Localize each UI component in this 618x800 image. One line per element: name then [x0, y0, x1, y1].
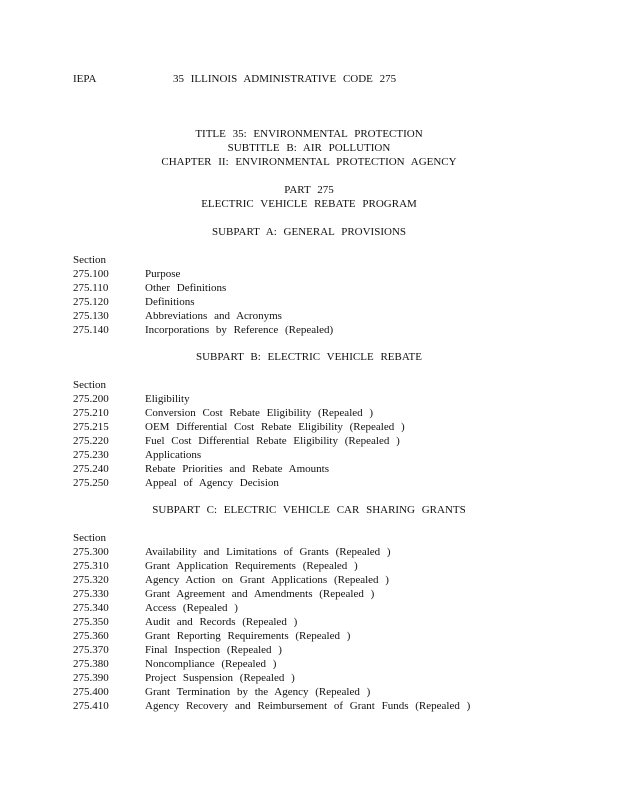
section-title: Other Definitions [145, 282, 227, 294]
chapter-line: CHAPTER II: ENVIRONMENTAL PROTECTION AGENCY [161, 156, 457, 168]
section-number: 275.340 [73, 602, 109, 614]
section-number: 275.320 [73, 574, 109, 586]
section-title: Fuel Cost Differential Rebate Eligibility (Repealed ) [145, 435, 400, 447]
section-number: 275.380 [73, 658, 109, 670]
section-title: OEM Differential Cost Rebate Eligibility (Repealed ) [145, 421, 405, 433]
section-number: 275.100 [73, 268, 109, 280]
part-name-line: ELECTRIC VEHICLE REBATE PROGRAM [201, 198, 417, 210]
section-number: 275.230 [73, 449, 109, 461]
section-number: 275.310 [73, 560, 109, 572]
section-title: Definitions [145, 296, 195, 308]
section-title: Agency Action on Grant Applications (Repealed ) [145, 574, 389, 586]
section-title: Purpose [145, 268, 181, 280]
section-title: Access (Repealed ) [145, 602, 238, 614]
section-title: Grant Reporting Requirements (Repealed ) [145, 630, 351, 642]
section-title: Grant Termination by the Agency (Repealed ) [145, 686, 371, 698]
section-number: 275.350 [73, 616, 109, 628]
section-number: 275.390 [73, 672, 109, 684]
section-title: Agency Recovery and Reimbursement of Grant Funds (Repealed ) [145, 700, 471, 712]
section-number: 275.250 [73, 477, 109, 489]
section-title: Final Inspection (Repealed ) [145, 644, 282, 656]
subpart-c-section-label: Section [73, 532, 106, 544]
subpart-b-heading: SUBPART B: ELECTRIC VEHICLE REBATE [196, 351, 422, 363]
subtitle-line: SUBTITLE B: AIR POLLUTION [227, 142, 391, 154]
subpart-b-section-label: Section [73, 379, 106, 391]
section-number: 275.360 [73, 630, 109, 642]
section-title: Audit and Records (Repealed ) [145, 616, 298, 628]
section-number: 275.130 [73, 310, 109, 322]
section-title: Appeal of Agency Decision [145, 477, 279, 489]
section-title: Incorporations by Reference (Repealed) [145, 324, 334, 336]
section-number: 275.300 [73, 546, 109, 558]
section-number: 275.330 [73, 588, 109, 600]
section-number: 275.370 [73, 644, 109, 656]
section-number: 275.210 [73, 407, 109, 419]
section-title: Grant Application Requirements (Repealed ) [145, 560, 358, 572]
subpart-a-heading: SUBPART A: GENERAL PROVISIONS [212, 226, 406, 238]
section-number: 275.220 [73, 435, 109, 447]
header-code-title: 35 ILLINOIS ADMINISTRATIVE CODE 275 [173, 73, 397, 85]
section-title: Availability and Limitations of Grants (Repealed ) [145, 546, 391, 558]
section-title: Conversion Cost Rebate Eligibility (Repealed ) [145, 407, 374, 419]
section-title: Rebate Priorities and Rebate Amounts [145, 463, 330, 475]
section-title: Applications [145, 449, 202, 461]
section-number: 275.240 [73, 463, 109, 475]
subpart-a-section-label: Section [73, 254, 106, 266]
section-number: 275.400 [73, 686, 109, 698]
section-number: 275.120 [73, 296, 109, 308]
section-number: 275.140 [73, 324, 109, 336]
section-title: Project Suspension (Repealed ) [145, 672, 295, 684]
section-number: 275.410 [73, 700, 109, 712]
part-line: PART 275 [284, 184, 334, 196]
section-title: Noncompliance (Repealed ) [145, 658, 277, 670]
section-title: Abbreviations and Acronyms [145, 310, 282, 322]
subpart-c-heading: SUBPART C: ELECTRIC VEHICLE CAR SHARING GRANTS [152, 504, 466, 516]
header-agency: IEPA [73, 73, 97, 85]
section-title: Eligibility [145, 393, 190, 405]
title-line: TITLE 35: ENVIRONMENTAL PROTECTION [195, 128, 423, 140]
section-number: 275.200 [73, 393, 109, 405]
section-number: 275.215 [73, 421, 109, 433]
section-title: Grant Agreement and Amendments (Repealed ) [145, 588, 375, 600]
section-number: 275.110 [73, 282, 109, 294]
